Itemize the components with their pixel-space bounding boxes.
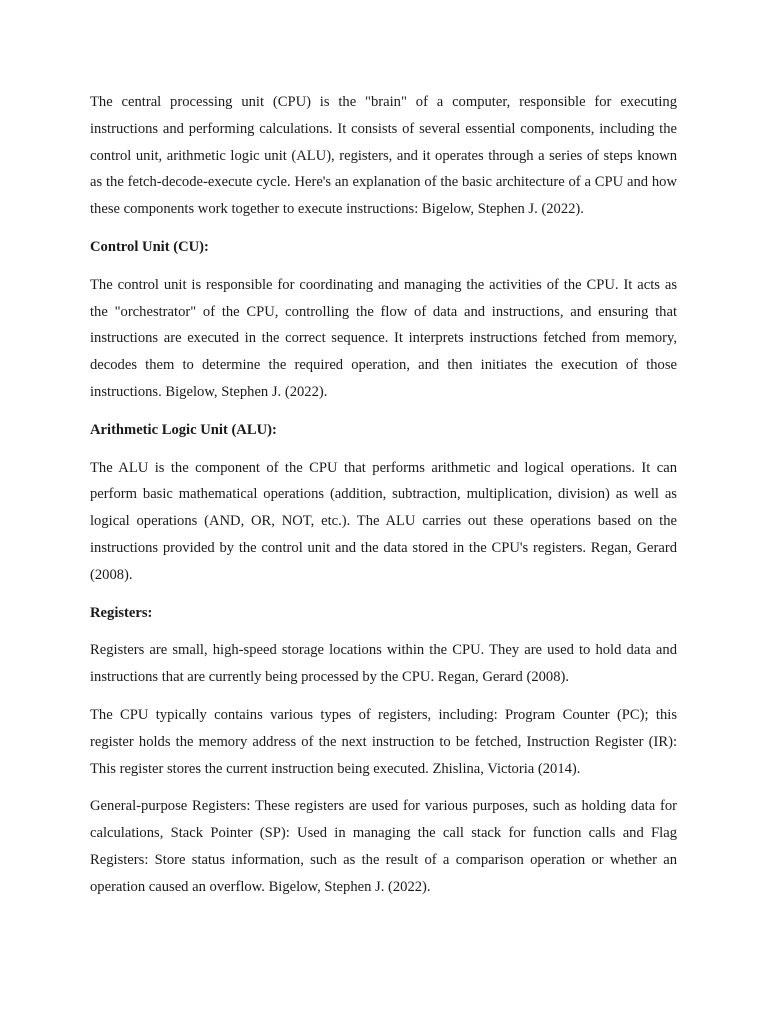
control-unit-heading: Control Unit (CU):	[90, 238, 209, 255]
alu-heading: Arithmetic Logic Unit (ALU):	[90, 421, 277, 438]
control-unit-paragraph: The control unit is responsible for coordinating and managing the activities of the CPU. It acts as the "orchestrator" of the CPU, controlling the flow of data and instructions, and ensuring that instructions are executed in the correct sequence. It interprets instructions fetched from memory, decodes them to determine the required operation, and then initiates the execution of those instructions. Bigelow, Stephen J. (2022).	[90, 276, 677, 400]
document-page	[90, 89, 677, 912]
registers-paragraph-3: General-purpose Registers: These registers are used for various purposes, such as holding data for calculations, Stack Pointer (SP): Used in managing the call stack for function calls and Flag Registers: Store status information, such as the result of a comparison operation or whether an operation caused an overflow. Bigelow, Stephen J. (2022).	[90, 798, 677, 895]
registers-paragraph-1: Registers are small, high-speed storage locations within the CPU. They are used to hold data and instructions that are currently being processed by the CPU. Regan, Gerard (2008).	[90, 642, 677, 686]
registers-paragraph-2: The CPU typically contains various types of registers, including: Program Counter (PC); this register holds the memory address of the next instruction to be fetched, Instruction Register (IR): This register stores the current instruction being executed. Zhislina, Victoria (2014).	[90, 706, 677, 777]
registers-heading: Registers:	[90, 604, 153, 621]
intro-paragraph: The central processing unit (CPU) is the "brain" of a computer, responsible for executing instructions and performing calculations. It consists of several essential components, including the control unit, arithmetic logic unit (ALU), registers, and it operates through a series of steps known as the fetch-decode-execute cycle. Here's an explanation of the basic architecture of a CPU and how these components work together to execute instructions: Bigelow, Stephen J. (2022).	[90, 94, 677, 218]
alu-paragraph: The ALU is the component of the CPU that performs arithmetic and logical operations. It can perform basic mathematical operations (addition, subtraction, multiplication, division) as well as logical operations (AND, OR, NOT, etc.). The ALU carries out these operations based on the instructions provided by the control unit and the data stored in the CPU's registers. Regan, Gerard (2008).	[90, 459, 677, 583]
